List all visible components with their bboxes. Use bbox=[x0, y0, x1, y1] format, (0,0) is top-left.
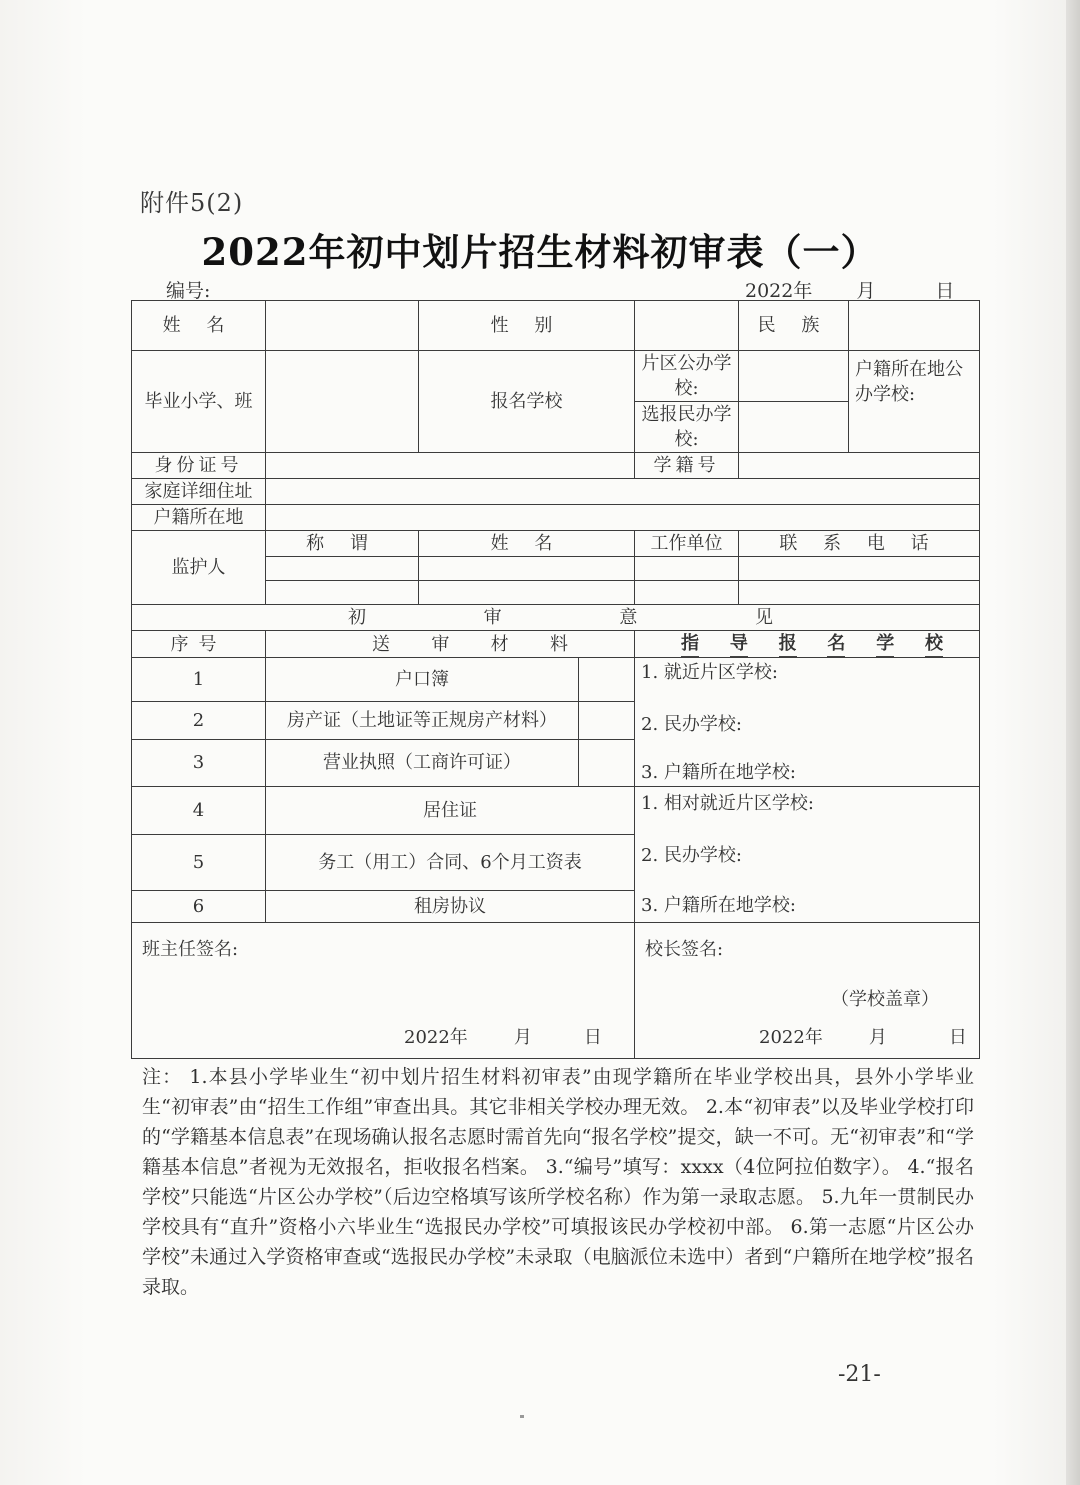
guardian-2-relation[interactable] bbox=[266, 581, 419, 605]
principal-sign-date bbox=[759, 1025, 967, 1050]
material-item: 房产证（土地证等正规房产材料） bbox=[266, 702, 579, 739]
guide-header bbox=[635, 631, 980, 658]
field-home-address[interactable] bbox=[266, 479, 980, 505]
header-date-year: 2022年 bbox=[745, 280, 813, 302]
row-materials-header bbox=[132, 631, 980, 658]
field-hukou-location[interactable] bbox=[266, 505, 980, 531]
row-guardian-header bbox=[132, 531, 980, 557]
label-home-address: 家庭详细住址 bbox=[132, 479, 266, 505]
material-no: 4 bbox=[132, 787, 266, 835]
material-no: 6 bbox=[132, 891, 266, 923]
materials-header-char: 审 bbox=[431, 633, 450, 655]
guide-group-1 bbox=[635, 658, 980, 787]
header-date-month: 月 bbox=[856, 280, 876, 302]
teacher-sign-cell[interactable] bbox=[132, 923, 635, 1059]
field-name[interactable] bbox=[266, 301, 419, 351]
field-zone-public[interactable] bbox=[739, 351, 849, 402]
row-signatures bbox=[132, 923, 980, 1059]
guardian-2-phone[interactable] bbox=[739, 581, 980, 605]
row-address bbox=[132, 479, 980, 505]
material-no: 1 bbox=[132, 658, 266, 702]
opinion-char: 见 bbox=[755, 607, 774, 628]
materials-header-char: 材 bbox=[490, 633, 509, 655]
guardian-2-employer[interactable] bbox=[635, 581, 739, 605]
label-graduated-school: 毕业小学、班 bbox=[132, 351, 266, 453]
field-gender[interactable] bbox=[635, 301, 739, 351]
field-graduated-school[interactable] bbox=[266, 351, 419, 453]
principal-sign-cell[interactable] bbox=[635, 923, 980, 1059]
number-label: 编号: bbox=[166, 280, 211, 302]
principal-sign-label: 校长签名: bbox=[645, 939, 724, 960]
material-check-1[interactable] bbox=[579, 658, 635, 702]
field-id-number[interactable] bbox=[266, 453, 635, 479]
attachment-label: 附件5(2) bbox=[140, 189, 244, 217]
guide-group-2 bbox=[635, 787, 980, 923]
teacher-sign-label: 班主任签名: bbox=[142, 939, 239, 960]
guide-header-char: 指 bbox=[681, 631, 699, 657]
guide-1-hukou: 3. 户籍所在地学校: bbox=[641, 762, 796, 783]
principal-sign-year: 2022年 bbox=[759, 1027, 823, 1048]
guide-2-private: 2. 民办学校: bbox=[641, 845, 742, 866]
materials-header bbox=[266, 631, 635, 658]
teacher-sign-year: 2022年 bbox=[404, 1027, 468, 1048]
guardian-col-employer: 工作单位 bbox=[635, 531, 739, 557]
guardian-1-phone[interactable] bbox=[739, 557, 980, 581]
header-date-day: 日 bbox=[935, 280, 955, 302]
label-gender: 性 别 bbox=[419, 301, 635, 351]
material-no: 3 bbox=[132, 739, 266, 786]
principal-sign-month: 月 bbox=[868, 1027, 887, 1048]
opinion-char: 审 bbox=[483, 607, 502, 628]
label-apply-school: 报名学校 bbox=[419, 351, 635, 453]
material-row-4 bbox=[132, 787, 980, 835]
review-form-table bbox=[131, 300, 980, 1059]
guardian-1-relation[interactable] bbox=[266, 557, 419, 581]
field-ethnicity[interactable] bbox=[849, 301, 980, 351]
opinion-char: 意 bbox=[619, 607, 638, 628]
material-item: 租房协议 bbox=[266, 891, 635, 923]
header-date bbox=[745, 276, 954, 303]
label-id-number: 身份证号 bbox=[132, 453, 266, 479]
guide-1-nearby: 1. 就近片区学校: bbox=[641, 662, 778, 683]
row-school-a bbox=[132, 351, 980, 402]
material-item: 户口簿 bbox=[266, 658, 579, 702]
guide-2-hukou: 3. 户籍所在地学校: bbox=[641, 895, 796, 916]
guardian-col-phone: 联 系 电 话 bbox=[739, 531, 980, 557]
materials-header-char: 送 bbox=[372, 633, 390, 655]
row-hukou bbox=[132, 505, 980, 531]
label-hukou-public: 户籍所在地公办学校: bbox=[849, 351, 980, 453]
material-row-1 bbox=[132, 658, 980, 702]
material-item: 营业执照（工商许可证） bbox=[266, 739, 579, 786]
guardian-1-employer[interactable] bbox=[635, 557, 739, 581]
guardian-1-name[interactable] bbox=[419, 557, 635, 581]
row-basic-info bbox=[132, 301, 980, 351]
label-zone-public: 片区公办学校: bbox=[635, 351, 739, 402]
guide-1-private: 2. 民办学校: bbox=[641, 714, 742, 735]
field-student-id[interactable] bbox=[739, 453, 980, 479]
material-item: 居住证 bbox=[266, 787, 635, 835]
principal-sign-day: 日 bbox=[948, 1027, 967, 1048]
guide-header-char: 名 bbox=[827, 631, 845, 657]
label-student-id: 学籍号 bbox=[635, 453, 739, 479]
label-ethnicity: 民 族 bbox=[739, 301, 849, 351]
page-number: -21- bbox=[838, 1362, 881, 1387]
label-hukou-location: 户籍所在地 bbox=[132, 505, 266, 531]
label-name: 姓 名 bbox=[132, 301, 266, 351]
row-opinion-header bbox=[132, 605, 980, 631]
seq-header: 序号 bbox=[132, 631, 266, 658]
document-title: 2022年初中划片招生材料初审表（一） bbox=[201, 230, 879, 274]
material-no: 2 bbox=[132, 702, 266, 739]
teacher-sign-date bbox=[404, 1025, 602, 1050]
row-id bbox=[132, 453, 980, 479]
review-opinion-header bbox=[132, 605, 980, 631]
field-private-choice[interactable] bbox=[739, 402, 849, 453]
scan-speck bbox=[520, 1415, 524, 1418]
guide-header-char: 学 bbox=[876, 631, 894, 657]
guardian-col-relation: 称 谓 bbox=[266, 531, 419, 557]
school-seal-text: （学校盖章） bbox=[831, 989, 940, 1010]
label-private-choice: 选报民办学校: bbox=[635, 402, 739, 453]
teacher-sign-day: 日 bbox=[583, 1027, 602, 1048]
label-guardian: 监护人 bbox=[132, 531, 266, 605]
guide-header-char: 导 bbox=[730, 631, 748, 657]
material-check-3[interactable] bbox=[579, 739, 635, 786]
material-item: 务工（用工）合同、6个月工资表 bbox=[266, 835, 635, 891]
guardian-col-name: 姓 名 bbox=[419, 531, 635, 557]
guide-header-char: 报 bbox=[779, 631, 797, 657]
guide-header-char: 校 bbox=[925, 631, 943, 657]
guardian-2-name[interactable] bbox=[419, 581, 635, 605]
opinion-char: 初 bbox=[348, 607, 366, 628]
materials-header-char: 料 bbox=[549, 633, 568, 655]
material-no: 5 bbox=[132, 835, 266, 891]
notes-paragraph: 注： 1.本县小学毕业生“初中划片招生材料初审表”由现学籍所在毕业学校出具，县外小学毕业生“初审表”由“招生工作组”审查出具。其它非相关学校办理无效。 2.本“初审表”以及毕业学校打印的“学籍基本信息表”在现场确认报名志愿时需首先向“报名学校”提交，缺一不可。无“初审表”和“学籍基本信息”者视为无效报名，拒收报名档案。 3.“编号”填写：xxxx（4位阿拉伯数字）。 4.“报名学校”只能选“片区公办学校”（后边空格填写该所学校名称）作为第一录取志愿。 5.九年一贯制民办学校具有“直升”资格小六毕业生“选报民办学校”可填报该民办学校初中部。 6.第一志愿“片区公办学校”未通过入学资格审查或“选报民办学校”未录取（电脑派位未选中）者到“户籍所在地学校”报名录取。 bbox=[142, 1066, 974, 1298]
guide-2-nearby: 1. 相对就近片区学校: bbox=[641, 793, 814, 814]
teacher-sign-month: 月 bbox=[513, 1027, 532, 1048]
material-check-2[interactable] bbox=[579, 702, 635, 739]
